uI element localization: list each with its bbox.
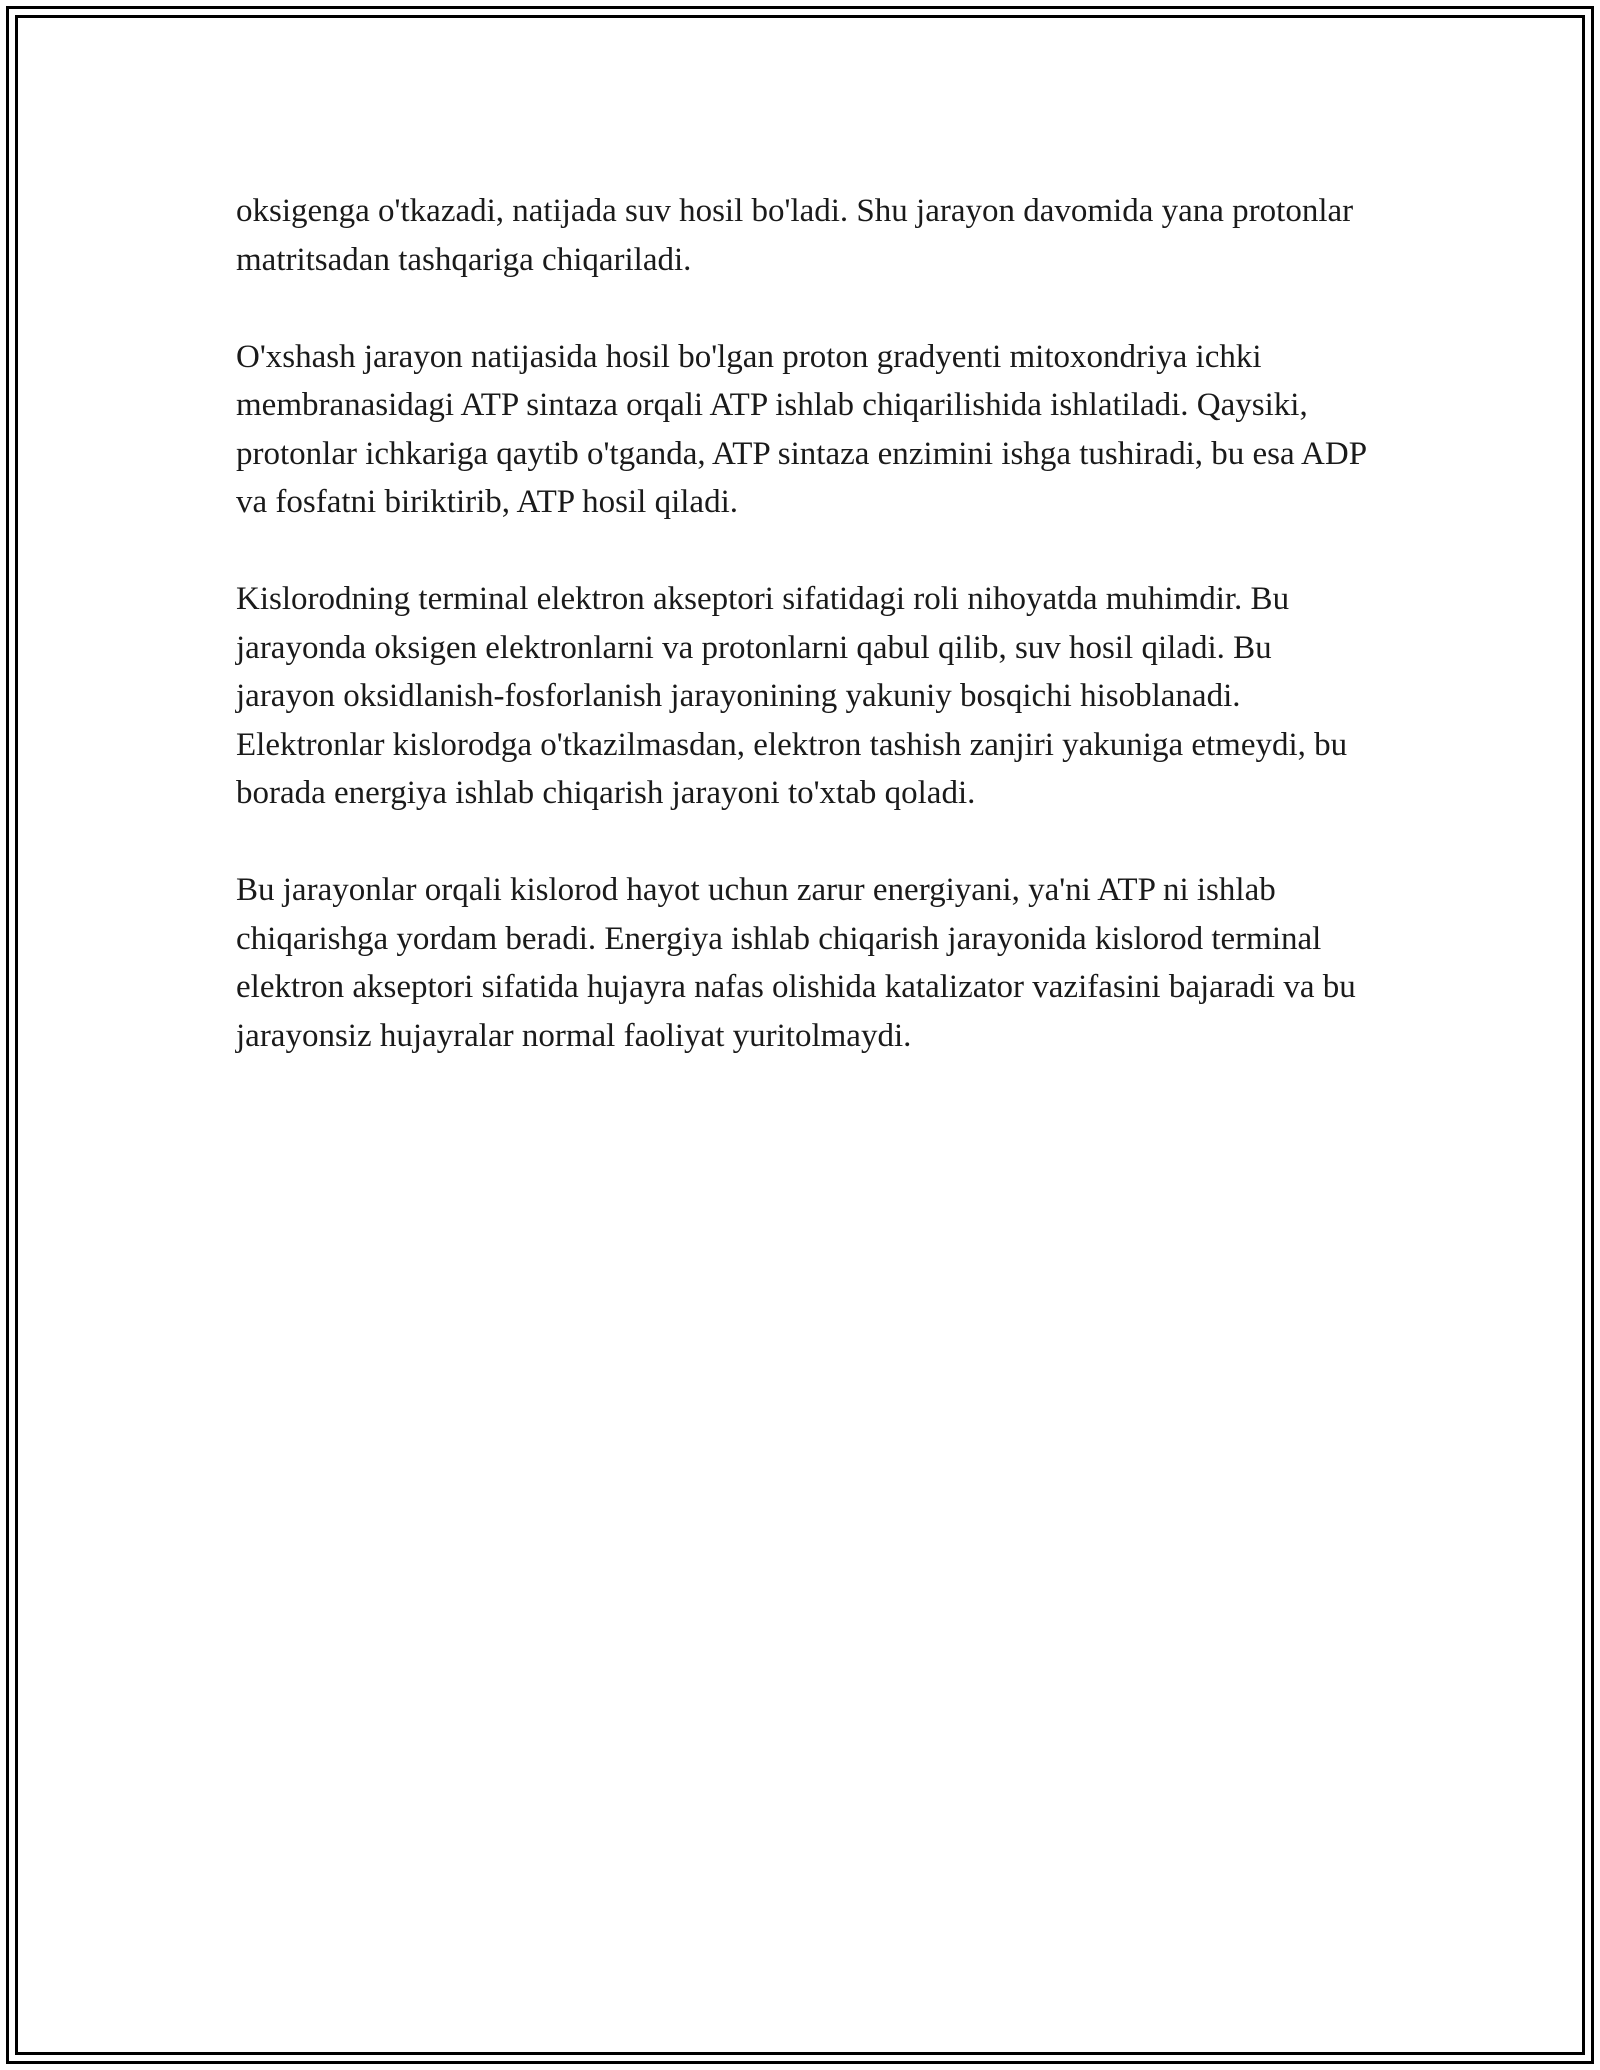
paragraph-3: Kislorodning terminal elektron akseptori sifatidagi roli nihoyatda muhimdir. Bu jarayonda oksigen elektronlarni va protonlarni qabul qilib, suv hosil qiladi. Bu jarayon oksidlanish-fosforlanish jarayonining yakuniy bosqichi hisoblanadi. Elektronlar kislorodga o'tkazilmasdan, elektron tashish zanjiri yakuniga etmeydi, bu borada energiya ishlab chiqarish jarayoni to'xtab qoladi. — [236, 581, 1348, 811]
paragraph-1: oksigenga o'tkazadi, natijada suv hosil bo'ladi. Shu jarayon davomida yana protonlar matritsadan tashqariga chiqariladi. — [236, 193, 1354, 278]
paragraph-2: O'xshash jarayon natijasida hosil bo'lgan proton gradyenti mitoxondriya ichki membranasidagi ATP sintaza orqali ATP ishlab chiqarilishida ishlatiladi. Qaysiki, protonlar ichkariga qaytib o'tganda, ATP sintaza enzimini ishga tushiradi, bu esa ADP va fosfatni biriktirib, ATP hosil qiladi. — [236, 338, 1366, 520]
document-body — [236, 187, 1366, 1109]
paragraph-4: Bu jarayonlar orqali kislorod hayot uchun zarur energiyani, ya'ni ATP ni ishlab chiqarishga yordam beradi. Energiya ishlab chiqarish jarayonida kislorod terminal elektron akseptori sifatida hujayra nafas olishida katalizator vazifasini bajaradi va bu jarayonsiz hujayralar normal faoliyat yuritolmaydi. — [236, 872, 1356, 1054]
